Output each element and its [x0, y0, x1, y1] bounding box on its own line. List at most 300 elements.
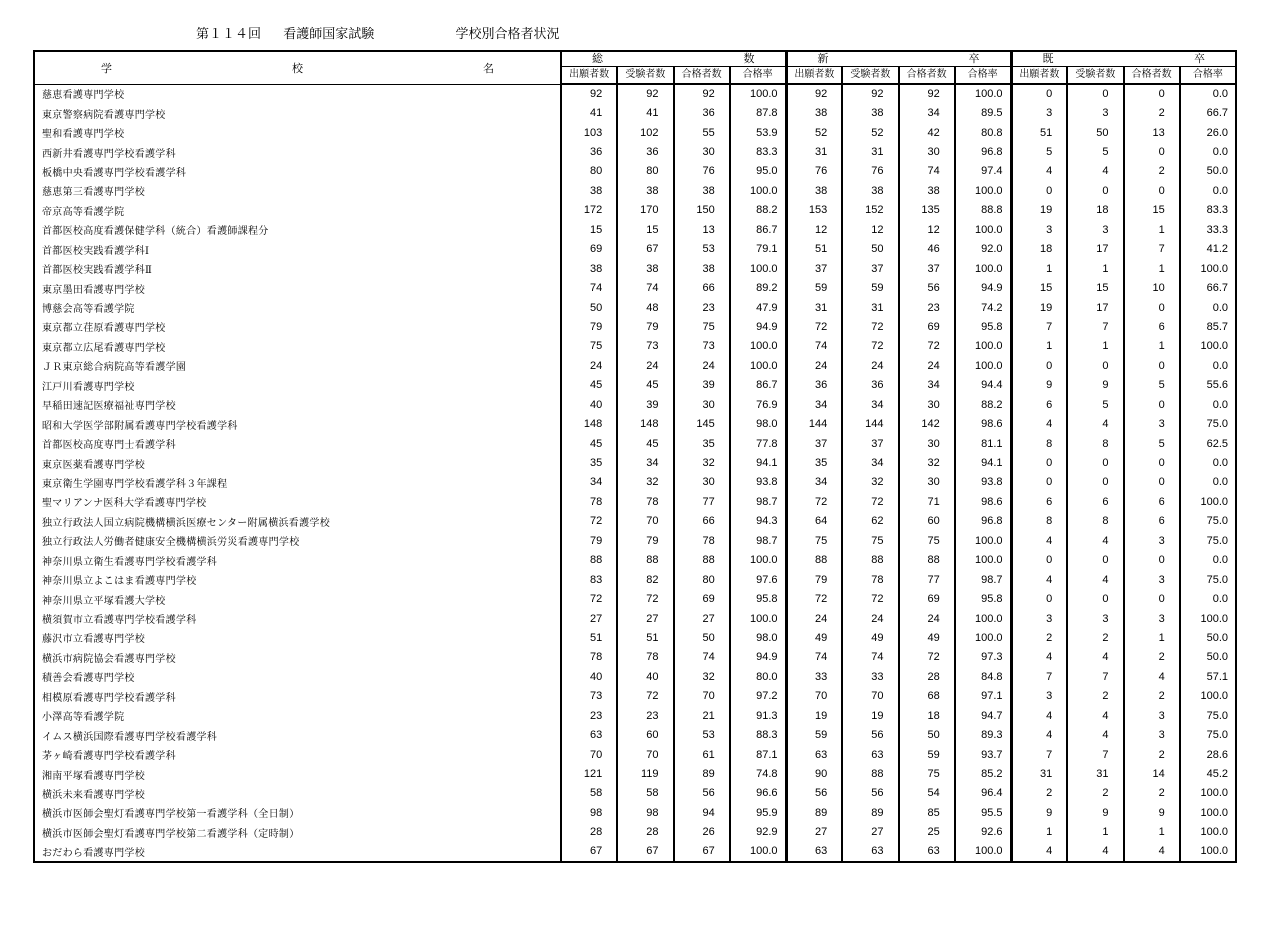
value-cell: 77 [674, 492, 730, 511]
pass-rate-cell: 88.2 [955, 395, 1011, 414]
pass-rate-cell: 91.3 [730, 706, 786, 725]
pass-rate-cell: 95.5 [955, 803, 1011, 822]
value-cell: 39 [674, 376, 730, 395]
pass-rate-cell: 100.0 [730, 337, 786, 356]
school-name: 西新井看護専門学校看護学科 [42, 148, 176, 160]
value-cell: 72 [899, 337, 955, 356]
value-cell: 14 [1124, 764, 1180, 783]
col-header-repeat-graduates-pass-rate: 合格率 [1180, 67, 1236, 85]
value-cell: 0 [1124, 473, 1180, 492]
school-name: 東京衛生学園専門学校看護学科３年課程 [42, 478, 228, 490]
value-cell: 148 [561, 414, 617, 433]
value-cell: 2 [1124, 648, 1180, 667]
value-cell: 102 [617, 123, 673, 142]
value-cell: 79 [617, 317, 673, 336]
value-cell: 144 [842, 414, 898, 433]
pass-rate-cell: 0.0 [1180, 298, 1236, 317]
table-header [34, 51, 1236, 84]
col-header-total-pass-rate: 合格率 [730, 67, 786, 85]
pass-rate-cell: 100.0 [1180, 687, 1236, 706]
value-cell: 4 [1011, 648, 1067, 667]
pass-rate-cell: 0.0 [1180, 84, 1236, 103]
value-cell: 53 [674, 240, 730, 259]
col-header-total-passers: 合格者数 [674, 67, 730, 85]
value-cell: 1 [1067, 337, 1123, 356]
value-cell: 45 [561, 376, 617, 395]
pass-rate-cell: 97.3 [955, 648, 1011, 667]
table-row [34, 551, 1236, 570]
value-cell: 51 [561, 628, 617, 647]
value-cell: 45 [561, 434, 617, 453]
school-name: 首都医校実践看護学科Ⅱ [42, 265, 153, 277]
value-cell: 119 [617, 764, 673, 783]
value-cell: 0 [1124, 142, 1180, 161]
school-name: 首都医校高度専門士看護学科 [42, 440, 176, 452]
value-cell: 69 [899, 589, 955, 608]
value-cell: 26 [674, 823, 730, 842]
value-cell: 24 [786, 356, 842, 375]
value-cell: 0 [1067, 453, 1123, 472]
value-cell: 80 [674, 570, 730, 589]
school-name: 東京都立広尾看護専門学校 [42, 342, 166, 354]
value-cell: 56 [674, 784, 730, 803]
value-cell: 88 [561, 551, 617, 570]
pass-rate-cell: 93.7 [955, 745, 1011, 764]
value-cell: 4 [1067, 162, 1123, 181]
col-header-new-graduates-examinees: 受験者数 [842, 67, 898, 85]
value-cell: 38 [561, 181, 617, 200]
value-cell: 80 [561, 162, 617, 181]
value-cell: 38 [674, 259, 730, 278]
value-cell: 50 [899, 725, 955, 744]
value-cell: 35 [786, 453, 842, 472]
pass-rate-cell: 95.8 [955, 589, 1011, 608]
value-cell: 72 [786, 589, 842, 608]
value-cell: 50 [674, 628, 730, 647]
pass-rate-cell: 75.0 [1180, 570, 1236, 589]
table-row [34, 84, 1236, 103]
value-cell: 45 [617, 434, 673, 453]
value-cell: 58 [617, 784, 673, 803]
table-row [34, 317, 1236, 336]
pass-rate-cell: 41.2 [1180, 240, 1236, 259]
value-cell: 76 [786, 162, 842, 181]
value-cell: 3 [1067, 103, 1123, 122]
pass-rate-cell: 0.0 [1180, 142, 1236, 161]
col-header-repeat-graduates-examinees: 受験者数 [1067, 67, 1123, 85]
value-cell: 92 [561, 84, 617, 103]
value-cell: 24 [786, 609, 842, 628]
pass-rate-cell: 80.0 [730, 667, 786, 686]
value-cell: 38 [786, 181, 842, 200]
table-row [34, 492, 1236, 511]
value-cell: 89 [786, 803, 842, 822]
value-cell: 9 [1011, 803, 1067, 822]
value-cell: 1 [1067, 259, 1123, 278]
value-cell: 0 [1067, 356, 1123, 375]
value-cell: 2 [1011, 784, 1067, 803]
value-cell: 6 [1124, 492, 1180, 511]
value-cell: 49 [899, 628, 955, 647]
pass-rate-cell: 98.6 [955, 414, 1011, 433]
value-cell: 66 [674, 512, 730, 531]
value-cell: 145 [674, 414, 730, 433]
pass-rate-cell: 80.8 [955, 123, 1011, 142]
pass-rate-cell: 100.0 [955, 259, 1011, 278]
value-cell: 4 [1011, 842, 1067, 861]
col-header-new-graduates-pass-rate: 合格率 [955, 67, 1011, 85]
value-cell: 73 [561, 687, 617, 706]
table-row [34, 823, 1236, 842]
pass-rate-cell: 88.8 [955, 201, 1011, 220]
value-cell: 78 [842, 570, 898, 589]
school-name: 茅ヶ崎看護専門学校看護学科 [42, 751, 176, 763]
table-body [34, 84, 1236, 862]
value-cell: 27 [617, 609, 673, 628]
value-cell: 54 [899, 784, 955, 803]
table-row [34, 142, 1236, 161]
pass-rate-cell: 75.0 [1180, 414, 1236, 433]
value-cell: 67 [674, 842, 730, 861]
value-cell: 103 [561, 123, 617, 142]
value-cell: 150 [674, 201, 730, 220]
value-cell: 59 [786, 725, 842, 744]
value-cell: 18 [1011, 240, 1067, 259]
value-cell: 80 [617, 162, 673, 181]
value-cell: 6 [1124, 317, 1180, 336]
value-cell: 4 [1067, 842, 1123, 861]
value-cell: 39 [617, 395, 673, 414]
value-cell: 23 [899, 298, 955, 317]
value-cell: 73 [674, 337, 730, 356]
value-cell: 0 [1124, 298, 1180, 317]
value-cell: 24 [617, 356, 673, 375]
value-cell: 10 [1124, 278, 1180, 297]
value-cell: 1 [1124, 259, 1180, 278]
value-cell: 28 [899, 667, 955, 686]
value-cell: 1 [1124, 628, 1180, 647]
group-header-repeat-graduates: 既 卒 [1011, 51, 1236, 67]
value-cell: 34 [786, 395, 842, 414]
pass-rate-cell: 0.0 [1180, 551, 1236, 570]
value-cell: 36 [842, 376, 898, 395]
pass-rate-cell: 50.0 [1180, 162, 1236, 181]
value-cell: 15 [1124, 201, 1180, 220]
value-cell: 34 [786, 473, 842, 492]
value-cell: 70 [617, 745, 673, 764]
pass-rate-cell: 100.0 [730, 259, 786, 278]
value-cell: 38 [561, 259, 617, 278]
pass-rate-cell: 94.9 [730, 317, 786, 336]
value-cell: 72 [786, 492, 842, 511]
value-cell: 135 [899, 201, 955, 220]
value-cell: 38 [674, 181, 730, 200]
report-name-label: 学校別合格者状況 [455, 26, 560, 41]
col-header-new-graduates-applicants: 出願者数 [786, 67, 842, 85]
value-cell: 59 [899, 745, 955, 764]
value-cell: 5 [1124, 376, 1180, 395]
value-cell: 170 [617, 201, 673, 220]
value-cell: 31 [1067, 764, 1123, 783]
value-cell: 32 [899, 453, 955, 472]
pass-rate-cell: 92.0 [955, 240, 1011, 259]
school-name: 湘南平塚看護専門学校 [42, 770, 145, 782]
pass-rate-cell: 75.0 [1180, 512, 1236, 531]
value-cell: 2 [1067, 784, 1123, 803]
value-cell: 17 [1067, 298, 1123, 317]
value-cell: 37 [842, 259, 898, 278]
value-cell: 0 [1011, 181, 1067, 200]
pass-rate-cell: 100.0 [955, 531, 1011, 550]
pass-rate-cell: 84.8 [955, 667, 1011, 686]
pass-rate-cell: 0.0 [1180, 589, 1236, 608]
value-cell: 70 [674, 687, 730, 706]
value-cell: 40 [561, 395, 617, 414]
pass-rate-cell: 94.1 [955, 453, 1011, 472]
value-cell: 38 [899, 181, 955, 200]
value-cell: 15 [1067, 278, 1123, 297]
value-cell: 6 [1011, 492, 1067, 511]
value-cell: 78 [561, 648, 617, 667]
value-cell: 2 [1067, 687, 1123, 706]
value-cell: 36 [617, 142, 673, 161]
value-cell: 9 [1067, 803, 1123, 822]
pass-rate-cell: 86.7 [730, 376, 786, 395]
value-cell: 40 [617, 667, 673, 686]
school-name: 首都医校高度看護保健学科（統合）看護師課程分 [42, 226, 269, 238]
pass-rate-cell: 47.9 [730, 298, 786, 317]
value-cell: 59 [786, 278, 842, 297]
value-cell: 56 [842, 725, 898, 744]
value-cell: 30 [899, 142, 955, 161]
value-cell: 144 [786, 414, 842, 433]
value-cell: 69 [674, 589, 730, 608]
exam-name-label: 看護師国家試験 [283, 26, 375, 41]
pass-rate-cell: 0.0 [1180, 453, 1236, 472]
value-cell: 37 [842, 434, 898, 453]
col-header-new-graduates-passers: 合格者数 [899, 67, 955, 85]
value-cell: 8 [1011, 512, 1067, 531]
value-cell: 58 [561, 784, 617, 803]
pass-rate-cell: 96.8 [955, 142, 1011, 161]
pass-rate-cell: 76.9 [730, 395, 786, 414]
value-cell: 0 [1067, 551, 1123, 570]
value-cell: 75 [899, 531, 955, 550]
value-cell: 4 [1011, 162, 1067, 181]
pass-rate-cell: 100.0 [1180, 784, 1236, 803]
value-cell: 7 [1067, 667, 1123, 686]
value-cell: 74 [674, 648, 730, 667]
value-cell: 67 [617, 842, 673, 861]
value-cell: 77 [899, 570, 955, 589]
value-cell: 38 [617, 181, 673, 200]
value-cell: 1 [1124, 220, 1180, 239]
school-name: 藤沢市立看護専門学校 [42, 634, 145, 646]
value-cell: 24 [899, 609, 955, 628]
value-cell: 32 [674, 453, 730, 472]
value-cell: 88 [786, 551, 842, 570]
value-cell: 38 [617, 259, 673, 278]
school-name: 積善会看護専門学校 [42, 673, 135, 685]
value-cell: 75 [899, 764, 955, 783]
value-cell: 50 [842, 240, 898, 259]
value-cell: 56 [899, 278, 955, 297]
value-cell: 2 [1124, 745, 1180, 764]
value-cell: 60 [617, 725, 673, 744]
value-cell: 98 [617, 803, 673, 822]
value-cell: 70 [617, 512, 673, 531]
value-cell: 7 [1011, 317, 1067, 336]
value-cell: 94 [674, 803, 730, 822]
value-cell: 7 [1067, 745, 1123, 764]
value-cell: 38 [842, 181, 898, 200]
value-cell: 79 [617, 531, 673, 550]
pass-rate-cell: 100.0 [1180, 492, 1236, 511]
page-title [196, 23, 560, 42]
table-row [34, 103, 1236, 122]
value-cell: 4 [1067, 648, 1123, 667]
pass-rate-cell: 94.4 [955, 376, 1011, 395]
pass-rate-cell: 96.6 [730, 784, 786, 803]
table-row [34, 414, 1236, 433]
value-cell: 33 [786, 667, 842, 686]
school-name: 昭和大学医学部附属看護専門学校看護学科 [42, 420, 238, 432]
table-row [34, 745, 1236, 764]
pass-rate-cell: 66.7 [1180, 103, 1236, 122]
pass-rate-cell: 94.1 [730, 453, 786, 472]
value-cell: 12 [842, 220, 898, 239]
value-cell: 3 [1011, 220, 1067, 239]
value-cell: 28 [617, 823, 673, 842]
pass-rate-cell: 81.1 [955, 434, 1011, 453]
value-cell: 4 [1067, 531, 1123, 550]
pass-rate-cell: 94.3 [730, 512, 786, 531]
pass-rate-cell: 100.0 [730, 609, 786, 628]
value-cell: 13 [674, 220, 730, 239]
school-name: 首都医校実践看護学科Ⅰ [42, 245, 150, 257]
value-cell: 51 [617, 628, 673, 647]
pass-rate-cell: 97.6 [730, 570, 786, 589]
value-cell: 1 [1067, 823, 1123, 842]
table-row [34, 395, 1236, 414]
table-row [34, 337, 1236, 356]
school-name: ＪＲ東京総合病院高等看護学園 [42, 362, 187, 374]
pass-rate-cell: 97.2 [730, 687, 786, 706]
value-cell: 4 [1067, 570, 1123, 589]
value-cell: 6 [1124, 512, 1180, 531]
value-cell: 1 [1011, 337, 1067, 356]
pass-rate-cell: 93.8 [955, 473, 1011, 492]
pass-rate-cell: 62.5 [1180, 434, 1236, 453]
value-cell: 64 [786, 512, 842, 531]
pass-rate-cell: 92.6 [955, 823, 1011, 842]
table-row [34, 667, 1236, 686]
value-cell: 72 [842, 589, 898, 608]
value-cell: 2 [1067, 628, 1123, 647]
table-row [34, 240, 1236, 259]
value-cell: 3 [1011, 687, 1067, 706]
pass-rate-cell: 100.0 [955, 628, 1011, 647]
value-cell: 28 [561, 823, 617, 842]
pass-rate-cell: 0.0 [1180, 473, 1236, 492]
value-cell: 4 [1067, 725, 1123, 744]
value-cell: 27 [842, 823, 898, 842]
table-row [34, 803, 1236, 822]
school-name: 横浜市医師会聖灯看護専門学校第一看護学科（全日制） [42, 809, 300, 821]
value-cell: 59 [842, 278, 898, 297]
value-cell: 27 [786, 823, 842, 842]
pass-rate-cell: 100.0 [1180, 803, 1236, 822]
table-row [34, 706, 1236, 725]
value-cell: 73 [617, 337, 673, 356]
value-cell: 12 [899, 220, 955, 239]
pass-rate-cell: 97.1 [955, 687, 1011, 706]
value-cell: 3 [1124, 609, 1180, 628]
pass-rate-cell: 75.0 [1180, 531, 1236, 550]
pass-rate-cell: 100.0 [1180, 823, 1236, 842]
value-cell: 41 [561, 103, 617, 122]
table-row [34, 123, 1236, 142]
pass-rate-cell: 94.9 [730, 648, 786, 667]
value-cell: 24 [899, 356, 955, 375]
value-cell: 32 [674, 667, 730, 686]
value-cell: 152 [842, 201, 898, 220]
value-cell: 6 [1011, 395, 1067, 414]
value-cell: 32 [617, 473, 673, 492]
table-row [34, 764, 1236, 783]
value-cell: 4 [1124, 667, 1180, 686]
pass-rate-cell: 100.0 [955, 609, 1011, 628]
value-cell: 17 [1067, 240, 1123, 259]
value-cell: 31 [1011, 764, 1067, 783]
value-cell: 79 [561, 531, 617, 550]
school-name: 東京医薬看護専門学校 [42, 459, 145, 471]
school-name: 聖マリアンナ医科大学看護専門学校 [42, 498, 207, 510]
value-cell: 24 [561, 356, 617, 375]
value-cell: 30 [674, 395, 730, 414]
value-cell: 2 [1124, 103, 1180, 122]
pass-rate-cell: 87.1 [730, 745, 786, 764]
pass-rate-cell: 100.0 [730, 842, 786, 861]
value-cell: 74 [786, 337, 842, 356]
value-cell: 55 [674, 123, 730, 142]
pass-rate-cell: 95.0 [730, 162, 786, 181]
pass-rate-cell: 28.6 [1180, 745, 1236, 764]
pass-rate-cell: 50.0 [1180, 628, 1236, 647]
value-cell: 3 [1124, 531, 1180, 550]
pass-rate-cell: 57.1 [1180, 667, 1236, 686]
value-cell: 7 [1067, 317, 1123, 336]
value-cell: 88 [842, 551, 898, 570]
value-cell: 67 [561, 842, 617, 861]
value-cell: 88 [674, 551, 730, 570]
value-cell: 72 [561, 512, 617, 531]
pass-rate-cell: 100.0 [1180, 842, 1236, 861]
value-cell: 69 [561, 240, 617, 259]
value-cell: 4 [1011, 414, 1067, 433]
pass-rate-cell: 98.6 [955, 492, 1011, 511]
value-cell: 72 [617, 589, 673, 608]
value-cell: 0 [1011, 473, 1067, 492]
pass-rate-cell: 33.3 [1180, 220, 1236, 239]
value-cell: 92 [674, 84, 730, 103]
value-cell: 88 [899, 551, 955, 570]
school-name: 横浜市病院協会看護専門学校 [42, 653, 176, 665]
value-cell: 34 [899, 376, 955, 395]
value-cell: 30 [674, 142, 730, 161]
pass-rate-cell: 100.0 [730, 356, 786, 375]
value-cell: 9 [1011, 376, 1067, 395]
